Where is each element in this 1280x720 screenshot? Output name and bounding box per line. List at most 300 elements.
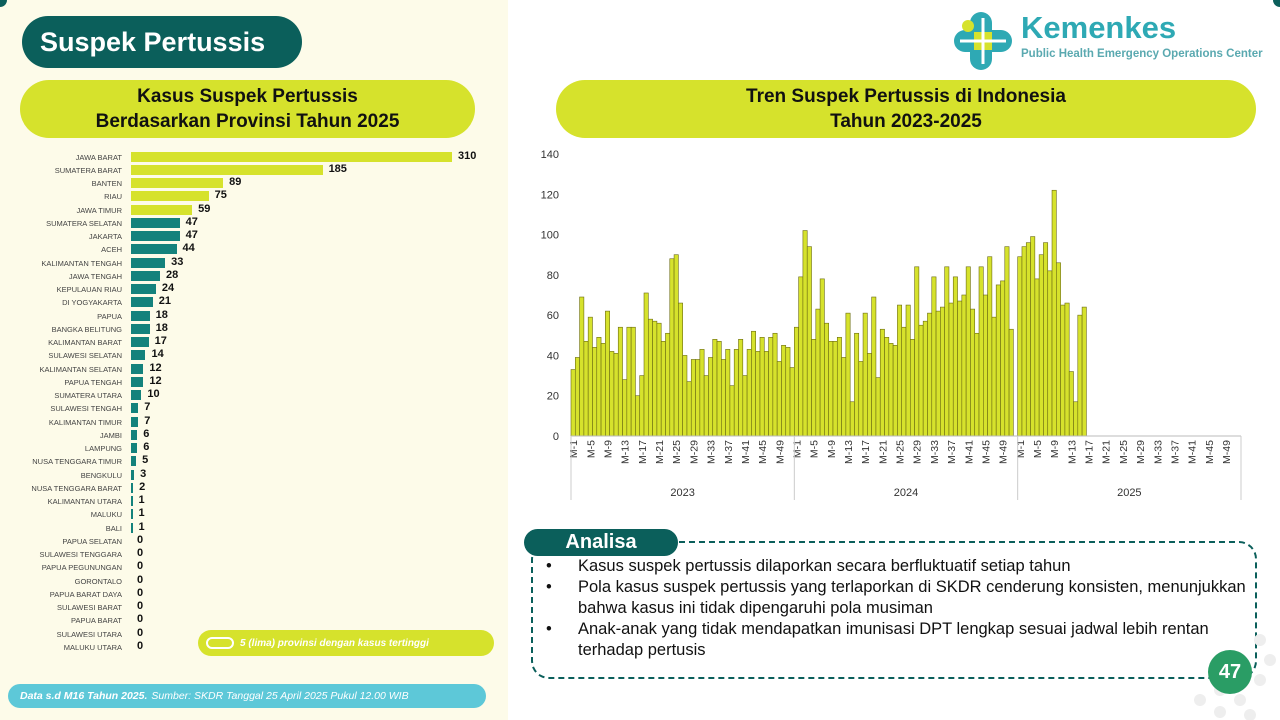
province-label: BANTEN — [91, 179, 122, 188]
week-bar — [953, 277, 957, 436]
province-chart-title-line2: Berdasarkan Provinsi Tahun 2025 — [95, 111, 400, 132]
province-bar — [131, 218, 180, 228]
week-bar — [876, 378, 880, 436]
week-bar — [1009, 329, 1013, 436]
week-bar — [872, 297, 876, 436]
province-bar — [131, 205, 192, 215]
week-bar — [1022, 247, 1026, 436]
week-tick-label: M-9 — [825, 440, 838, 459]
week-tick-label: M-41 — [1186, 440, 1199, 464]
week-bar — [966, 267, 970, 436]
province-bar — [131, 258, 165, 268]
province-label: ACEH — [101, 245, 122, 255]
week-bar — [756, 351, 760, 436]
province-label: PAPUA PEGUNUNGAN — [41, 563, 122, 573]
province-label: SULAWESI TENGGARA — [39, 550, 122, 559]
province-chart-title-line1: Kasus Suspek Pertussis — [137, 86, 358, 107]
y-tick-label: 80 — [546, 269, 559, 282]
analysis-item-text: Anak-anak yang tidak mendapatkan imunisasi DPT lengkap sesuai jadwal lebih rentan terhadap pertusis — [578, 620, 1209, 659]
week-tick-label: M-25 — [1117, 440, 1130, 464]
week-bar — [760, 337, 764, 436]
week-bar — [799, 277, 803, 436]
province-value: 6 — [143, 427, 150, 440]
province-label: GORONTALO — [74, 576, 122, 586]
province-bar — [131, 350, 145, 360]
week-tick-label: M-49 — [1220, 440, 1233, 464]
week-bar — [708, 357, 712, 436]
week-bar — [601, 343, 605, 436]
week-bar — [661, 341, 665, 436]
week-bar — [696, 359, 700, 436]
province-bar — [131, 152, 452, 162]
week-bar — [927, 313, 931, 436]
week-bar — [764, 351, 768, 436]
trend-bar-chart — [520, 140, 1260, 510]
week-tick-label: M-49 — [997, 440, 1010, 464]
week-bar — [859, 361, 863, 436]
province-label: PAPUA TENGAH — [64, 377, 122, 387]
week-tick-label: M-25 — [671, 440, 684, 464]
week-bar — [674, 255, 678, 436]
week-tick-label: M-37 — [1169, 440, 1182, 464]
province-bar — [131, 231, 180, 241]
week-bar — [769, 337, 773, 436]
week-bar — [571, 370, 575, 436]
page-number: 47 — [1208, 650, 1252, 694]
province-bar — [131, 496, 133, 506]
week-bar — [597, 337, 601, 436]
corner-decoration-right — [1273, 0, 1280, 7]
province-value: 24 — [161, 282, 175, 294]
province-label: DI YOGYAKARTA — [62, 298, 122, 308]
province-value: 17 — [154, 335, 167, 347]
week-tick-label: M-1 — [568, 440, 581, 459]
province-value: 12 — [149, 361, 162, 374]
week-bar — [975, 333, 979, 436]
week-bar — [781, 345, 785, 436]
logo-name: Kemenkes — [1021, 10, 1177, 45]
province-value: 47 — [185, 215, 198, 228]
week-bar — [640, 376, 644, 436]
week-bar — [717, 341, 721, 436]
province-label: RIAU — [104, 192, 122, 202]
province-value: 89 — [229, 176, 242, 188]
week-tick-label: M-1 — [1014, 439, 1027, 459]
province-value: 185 — [328, 162, 347, 175]
week-bar — [605, 311, 609, 436]
y-tick-label: 60 — [546, 310, 559, 323]
week-bar — [824, 323, 828, 436]
week-bar — [958, 301, 962, 436]
week-bar — [846, 313, 850, 436]
province-label: SULAWESI SELATAN — [48, 351, 122, 361]
province-bar — [131, 456, 136, 466]
week-tick-label: M-21 — [654, 440, 667, 464]
week-bar — [867, 353, 871, 436]
province-value: 7 — [144, 414, 151, 427]
week-bar — [807, 247, 811, 436]
province-label: PAPUA SELATAN — [62, 536, 122, 546]
week-bar — [747, 349, 751, 436]
y-tick-label: 100 — [540, 229, 559, 242]
analysis-item — [546, 619, 1246, 661]
province-value: 44 — [182, 242, 195, 255]
week-bar — [1065, 303, 1069, 436]
y-tick-label: 20 — [546, 390, 559, 403]
week-bar — [721, 359, 725, 436]
province-value: 18 — [155, 308, 168, 321]
week-tick-label: M-13 — [619, 440, 632, 464]
analysis-item-text: Kasus suspek pertussis dilaporkan secara berfluktuatif setiap tahun — [578, 557, 1071, 575]
province-value: 0 — [137, 586, 144, 599]
week-tick-label: M-13 — [1066, 440, 1079, 464]
province-label: JAWA BARAT — [75, 152, 122, 162]
week-bar — [983, 295, 987, 436]
week-bar — [614, 353, 618, 436]
week-tick-label: M-21 — [877, 440, 890, 464]
province-value: 310 — [458, 149, 477, 162]
province-label: LAMPUNG — [84, 444, 122, 453]
week-bar — [1074, 402, 1078, 436]
province-bar — [131, 244, 177, 254]
week-bar — [726, 349, 730, 436]
province-value: 0 — [137, 613, 144, 626]
logo-subtitle: Public Health Emergency Operations Center — [1021, 48, 1263, 60]
province-value: 1 — [138, 520, 145, 533]
analysis-item — [546, 556, 1246, 577]
province-label: KALIMANTAN UTARA — [47, 497, 122, 506]
province-label: PAPUA BARAT DAYA — [49, 589, 122, 599]
week-tick-label: M-29 — [688, 440, 701, 464]
week-bar — [683, 355, 687, 436]
week-tick-label: M-5 — [808, 440, 821, 459]
week-tick-label: M-21 — [1100, 440, 1113, 464]
week-bar — [837, 337, 841, 436]
week-bar — [897, 305, 901, 436]
province-value: 6 — [143, 441, 150, 453]
province-value: 59 — [198, 202, 211, 215]
province-label: KALIMANTAN SELATAN — [39, 364, 122, 374]
week-bar — [1031, 237, 1035, 436]
week-bar — [1043, 243, 1047, 436]
week-tick-label: M-17 — [1083, 440, 1096, 464]
province-label: SULAWESI UTARA — [56, 629, 122, 639]
bullet: • — [546, 620, 552, 638]
week-bar — [790, 368, 794, 436]
week-bar — [936, 311, 940, 436]
province-label: KALIMANTAN BARAT — [48, 338, 122, 347]
week-bar — [1005, 247, 1009, 436]
province-value: 0 — [137, 639, 144, 652]
province-value: 0 — [137, 626, 144, 639]
week-bar — [678, 303, 682, 436]
week-tick-label: M-25 — [894, 440, 907, 464]
week-bar — [648, 319, 652, 436]
week-bar — [1018, 257, 1022, 436]
province-value: 12 — [149, 374, 162, 387]
province-label: PAPUA — [97, 311, 122, 321]
week-bar — [919, 325, 923, 436]
week-tick-label: M-41 — [963, 440, 976, 464]
province-label: BENGKULU — [80, 470, 122, 480]
legend-swatch — [206, 637, 234, 649]
province-bar — [131, 271, 160, 281]
week-bar — [932, 277, 936, 436]
week-bar — [575, 357, 579, 436]
province-label: MALUKU UTARA — [63, 642, 122, 652]
footer-bold: Data s.d M16 Tahun 2025. — [20, 690, 148, 702]
province-chart-legend — [198, 630, 494, 656]
week-bar — [880, 329, 884, 436]
province-bar — [131, 470, 134, 480]
week-bar — [644, 293, 648, 436]
week-bar — [631, 327, 635, 436]
week-bar — [610, 351, 614, 436]
week-bar — [945, 267, 949, 436]
province-label: BANGKA BELITUNG — [51, 324, 122, 334]
week-bar — [1048, 271, 1052, 436]
week-bar — [1035, 279, 1039, 436]
province-bar — [131, 178, 223, 188]
province-label: SULAWESI TENGAH — [50, 404, 122, 414]
province-value: 33 — [171, 255, 184, 268]
week-tick-label: M-33 — [1152, 440, 1165, 464]
province-label: SUMATERA BARAT — [54, 165, 122, 175]
analysis-item-text: Pola kasus suspek pertussis yang terlaporkan di SKDR cenderung konsisten, menunjukkan bahwa kasus ini tidak dipengaruhi pola musiman — [578, 578, 1246, 617]
province-label: SUMATERA UTARA — [54, 391, 122, 400]
week-tick-label: M-29 — [911, 440, 924, 464]
province-value: 18 — [155, 321, 168, 334]
week-bar — [777, 361, 781, 436]
week-bar — [992, 317, 996, 436]
province-value: 0 — [137, 547, 144, 559]
week-tick-label: M-45 — [980, 440, 993, 464]
week-bar — [812, 339, 816, 436]
week-tick-label: M-29 — [1135, 440, 1148, 464]
province-bar — [131, 417, 138, 427]
week-bar — [734, 349, 738, 436]
province-value: 0 — [137, 573, 144, 586]
y-tick-label: 0 — [552, 431, 559, 443]
province-label: SULAWESI BARAT — [56, 603, 122, 612]
week-tick-label: M-9 — [602, 440, 615, 459]
trend-chart-header — [556, 80, 1256, 138]
province-bar — [131, 377, 143, 387]
week-bar — [1056, 263, 1060, 436]
y-tick-label: 120 — [540, 189, 559, 202]
week-bar — [885, 337, 889, 436]
week-bar — [657, 323, 661, 436]
week-bar — [889, 343, 893, 436]
trend-chart-title-line1: Tren Suspek Pertussis di Indonesia — [746, 86, 1066, 107]
week-tick-label: M-17 — [636, 440, 649, 464]
week-bar — [627, 327, 631, 436]
week-bar — [833, 341, 837, 436]
week-tick-label: M-45 — [1203, 440, 1216, 464]
week-bar — [902, 327, 906, 436]
week-bar — [915, 267, 919, 436]
week-bar — [863, 313, 867, 436]
bullet: • — [546, 578, 552, 596]
year-label: 2025 — [1117, 487, 1142, 499]
province-bar — [131, 337, 149, 347]
province-bar — [131, 390, 141, 400]
week-bar — [786, 347, 790, 436]
week-bar — [773, 333, 777, 436]
province-bar — [131, 403, 138, 413]
province-value: 0 — [137, 533, 144, 546]
province-label: KALIMANTAN TENGAH — [41, 258, 122, 268]
week-bar — [794, 327, 798, 436]
week-bar — [979, 267, 983, 436]
province-bar — [131, 364, 143, 374]
province-value: 21 — [158, 295, 171, 308]
province-value: 28 — [165, 268, 179, 281]
week-bar — [623, 380, 627, 436]
week-tick-label: M-5 — [585, 440, 598, 459]
week-bar — [691, 359, 695, 436]
week-tick-label: M-37 — [722, 440, 735, 464]
province-label: SUMATERA SELATAN — [46, 218, 122, 228]
week-tick-label: M-1 — [791, 440, 804, 459]
province-bar — [131, 284, 156, 294]
week-tick-label: M-33 — [705, 440, 718, 464]
week-tick-label: M-37 — [946, 440, 959, 464]
province-label: KALIMANTAN TIMUR — [48, 417, 122, 427]
week-bar — [1026, 243, 1030, 436]
week-bar — [949, 303, 953, 436]
week-bar — [996, 285, 1000, 436]
week-bar — [653, 321, 657, 436]
province-value: 3 — [140, 467, 147, 480]
week-bar — [923, 321, 927, 436]
province-bar — [131, 483, 133, 493]
analysis-label: Analisa — [524, 529, 678, 556]
y-tick-label: 140 — [540, 149, 559, 161]
week-tick-label: M-13 — [843, 440, 856, 464]
province-bar — [131, 324, 150, 334]
week-bar — [704, 376, 708, 436]
week-tick-label: M-45 — [757, 440, 770, 464]
week-bar — [635, 396, 639, 436]
week-bar — [906, 305, 910, 436]
province-value: 5 — [142, 454, 149, 467]
province-label: MALUKU — [90, 510, 122, 520]
week-bar — [730, 386, 734, 436]
province-label: PAPUA BARAT — [71, 616, 122, 626]
week-tick-label: M-41 — [739, 440, 752, 464]
province-bar — [131, 191, 209, 201]
province-value: 10 — [147, 388, 160, 400]
week-bar — [820, 279, 824, 436]
week-bar — [580, 297, 584, 436]
province-value: 1 — [138, 507, 145, 520]
week-bar — [713, 339, 717, 436]
week-bar — [988, 257, 992, 436]
bullet: • — [546, 557, 552, 575]
analysis-item — [546, 577, 1246, 619]
week-bar — [584, 341, 588, 436]
province-bar-chart — [0, 0, 508, 680]
week-tick-label: M-49 — [774, 440, 787, 464]
province-value: 1 — [138, 494, 145, 506]
week-bar — [1000, 281, 1004, 436]
week-bar — [1078, 315, 1082, 436]
week-bar — [665, 333, 669, 436]
week-bar — [1069, 372, 1073, 436]
province-label: JAWA TENGAH — [68, 271, 122, 281]
province-label: NUSA TENGGARA BARAT — [31, 483, 122, 493]
footer-text: Sumber: SKDR Tanggal 25 April 2025 Pukul 12.00 WIB — [151, 690, 409, 702]
week-bar — [1061, 305, 1065, 436]
week-bar — [893, 345, 897, 436]
year-label: 2024 — [893, 487, 919, 499]
province-label: JAKARTA — [88, 232, 122, 241]
province-bar — [131, 430, 137, 440]
week-tick-label: M-9 — [1049, 440, 1062, 459]
province-value: 47 — [185, 229, 198, 241]
province-bar — [131, 311, 150, 321]
week-bar — [1052, 190, 1056, 436]
week-bar — [618, 327, 622, 436]
week-bar — [970, 309, 974, 436]
week-bar — [816, 309, 820, 436]
province-bar — [131, 297, 153, 307]
legend-text: 5 (lima) provinsi dengan kasus tertinggi — [240, 637, 429, 649]
week-bar — [803, 231, 807, 436]
week-bar — [842, 357, 846, 436]
y-tick-label: 40 — [546, 350, 559, 363]
week-bar — [962, 295, 966, 436]
week-bar — [850, 402, 854, 436]
week-tick-label: M-5 — [1031, 440, 1044, 459]
province-value: 2 — [139, 480, 146, 493]
week-tick-label: M-17 — [860, 440, 873, 464]
analysis-list — [546, 556, 1246, 661]
trend-chart-title-line2: Tahun 2023-2025 — [830, 111, 982, 132]
week-bar — [854, 333, 858, 436]
week-tick-label: M-33 — [928, 440, 941, 464]
week-bar — [739, 339, 743, 436]
week-bar — [1039, 255, 1043, 436]
province-label: JAMBI — [99, 430, 122, 440]
week-bar — [829, 341, 833, 436]
province-bar — [131, 443, 137, 453]
week-bar — [670, 259, 674, 436]
week-bar — [940, 307, 944, 436]
province-bar — [131, 509, 133, 519]
week-bar — [1082, 307, 1086, 436]
province-label: NUSA TENGGARA TIMUR — [32, 457, 122, 467]
week-bar — [687, 382, 691, 436]
province-label: KEPULAUAN RIAU — [56, 285, 122, 294]
week-bar — [700, 349, 704, 436]
week-bar — [751, 331, 755, 436]
week-bar — [592, 347, 596, 436]
province-bar — [131, 523, 133, 533]
week-bar — [743, 376, 747, 436]
week-bar — [910, 339, 914, 436]
province-value: 75 — [214, 189, 227, 202]
province-value: 0 — [137, 560, 144, 573]
province-value: 7 — [144, 401, 151, 414]
page-title-text: Suspek Pertussis — [40, 26, 266, 57]
year-label: 2023 — [670, 487, 695, 499]
province-value: 14 — [151, 348, 164, 361]
province-value: 0 — [137, 600, 144, 612]
province-label: BALI — [105, 523, 122, 533]
province-bar — [131, 165, 323, 175]
